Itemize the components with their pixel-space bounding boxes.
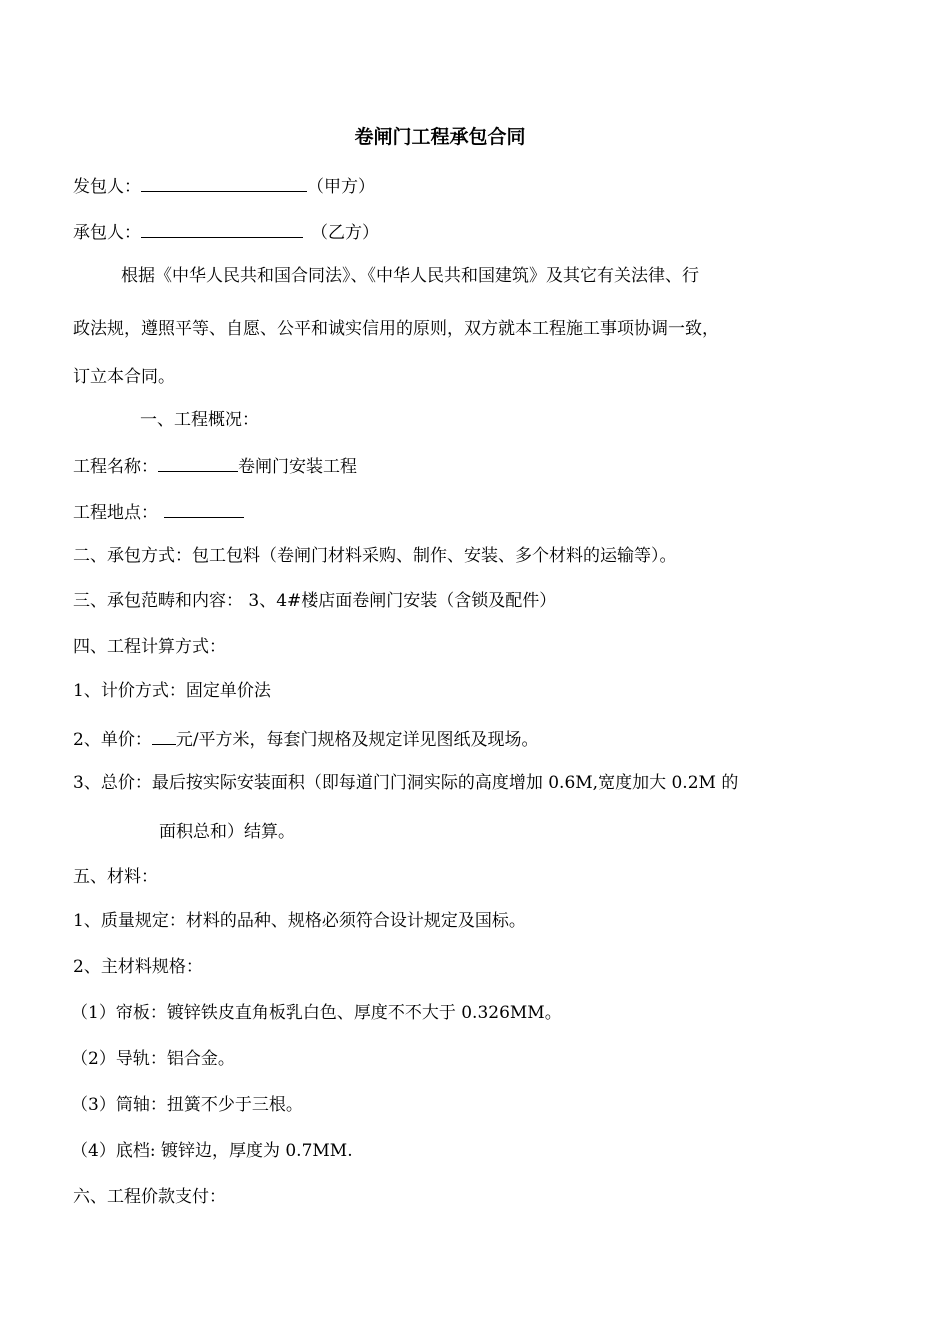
project-location-label: 工程地点： <box>73 503 158 523</box>
contract-title: 卷闸门工程承包合同 <box>354 126 526 148</box>
preamble-line-3: 订立本合同。 <box>73 367 175 387</box>
section4-heading: 四、工程计算方式： <box>73 637 226 657</box>
party-a-label: 发包人： <box>73 177 141 197</box>
party-b-label: 承包人： <box>73 223 141 243</box>
project-location-line <box>73 499 244 524</box>
section6-heading: 六、工程价款支付： <box>73 1187 226 1207</box>
section4-item3-line1: 3、总价：最后按实际安装面积（即每道门门洞实际的高度增加 0.6M,宽度加大 0.2M 的 <box>73 773 739 793</box>
section5-item2: 2、主材料规格： <box>73 957 203 977</box>
section5-item1: 1、质量规定：材料的品种、规格必须符合设计规定及国标。 <box>73 911 526 931</box>
section5-heading: 五、材料： <box>73 867 158 887</box>
section2-line: 二、承包方式：包工包料（卷闸门材料采购、制作、安装、多个材料的运输等）。 <box>73 546 677 566</box>
material-spec-3: （3）筒轴：扭簧不少于三根。 <box>71 1095 303 1115</box>
preamble-line-2: 政法规，遵照平等、自愿、公平和诚实信用的原则，双方就本工程施工事项协调一致， <box>73 319 719 339</box>
section1-heading: 一、工程概况： <box>140 410 259 430</box>
project-name-value: 卷闸门安装工程 <box>238 457 357 477</box>
material-spec-2: （2）导轨：铝合金。 <box>71 1049 235 1069</box>
material-spec-4: （4）底档: 镀锌边，厚度为 0.7MM. <box>71 1141 353 1161</box>
project-location-blank[interactable] <box>164 499 244 518</box>
section4-item1: 1、计价方式：固定单价法 <box>73 681 271 701</box>
material-spec-1: （1）帘板：镀锌铁皮直角板乳白色、厚度不不大于 0.326MM。 <box>71 1003 562 1023</box>
preamble-line-1: 根据《中华人民共和国合同法》、《中华人民共和国建筑》及其它有关法律、行 <box>121 266 699 286</box>
unit-price-blank[interactable] <box>152 726 176 745</box>
project-name-label: 工程名称： <box>73 457 158 477</box>
party-b-suffix: （乙方） <box>311 223 379 243</box>
section4-item2 <box>73 726 539 751</box>
project-name-blank[interactable] <box>158 453 238 472</box>
section4-item3-line2: 面积总和）结算。 <box>159 822 295 842</box>
party-b-blank[interactable] <box>141 219 303 238</box>
project-name-line <box>73 453 357 478</box>
unit-price-suffix: 元/平方米，每套门规格及规定详见图纸及现场。 <box>175 730 539 750</box>
unit-price-label: 2、单价： <box>73 730 152 750</box>
party-b-line <box>73 219 379 244</box>
party-a-suffix: （甲方） <box>307 177 375 197</box>
party-a-line <box>73 173 375 198</box>
section3-line: 三、承包范畴和内容： 3、4#楼店面卷闸门安装（含锁及配件） <box>73 591 557 611</box>
party-a-blank[interactable] <box>141 173 307 192</box>
